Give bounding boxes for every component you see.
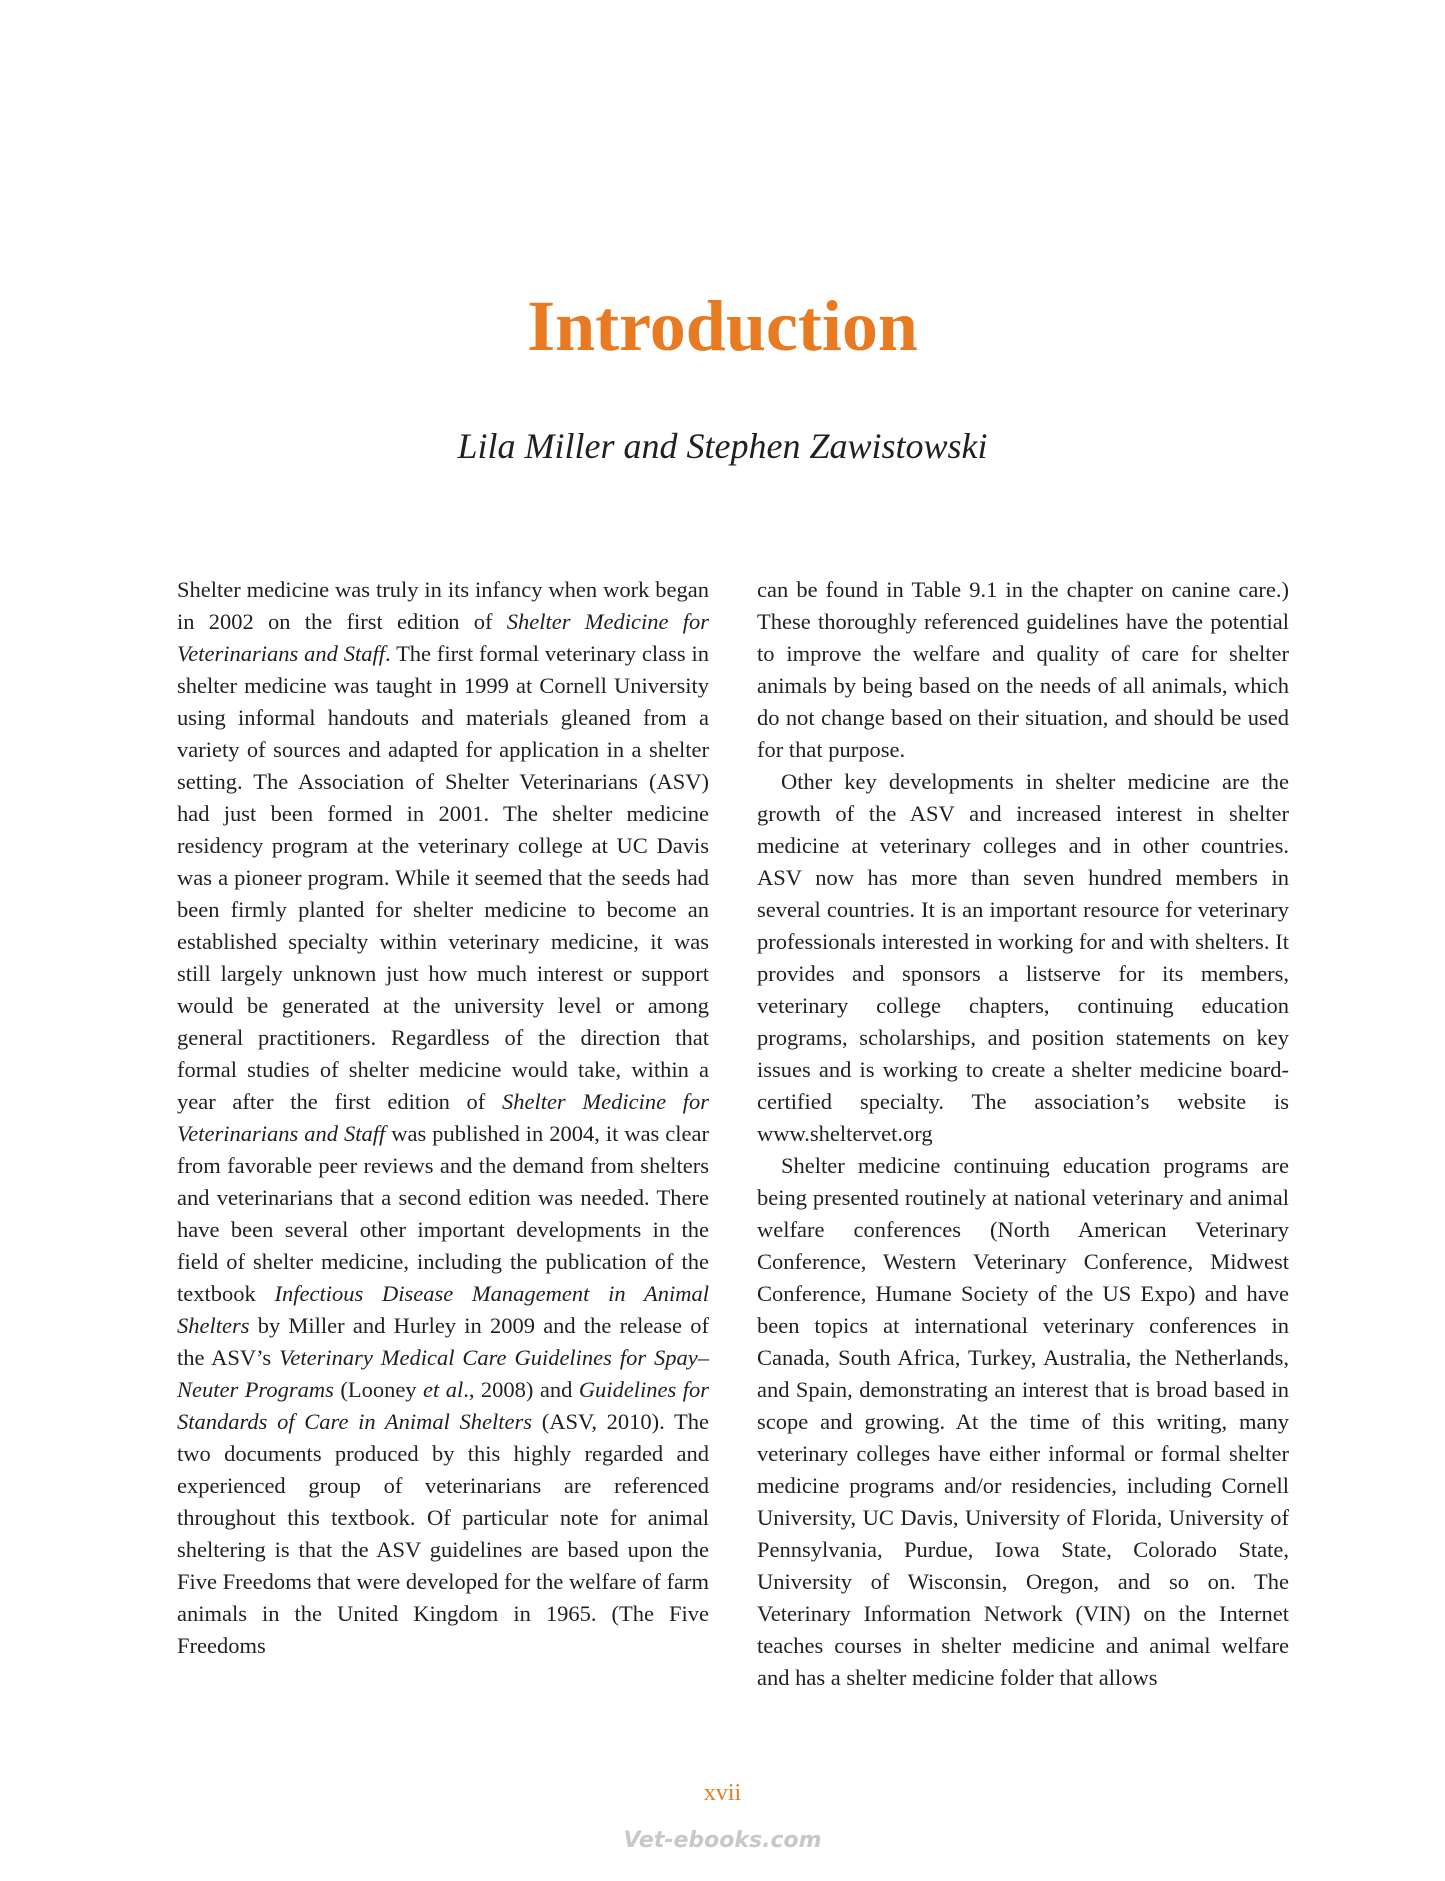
paragraph-text: Other key developments in shelter medicine are the growth of the ASV and increased interest in shelter medicine at veterinary colleges and in other countries. ASV now has more than seven hundred members in several countries. It is an important resource for veterinary professionals interested in working for and with shelters. It provides and sponsors a listserve for its members, veterinary college chapters, continuing education programs, scholarships, and position statements on key issues and is working to create a shelter medicine board-certified specialty. The association’s website is www.sheltervet.org [757, 769, 1289, 1146]
body-column-left [177, 574, 709, 1662]
paragraph [177, 574, 709, 1662]
italic-title-text: Veterinary Medical Care Guidelines for Spay–Neuter Programs [177, 1345, 709, 1402]
italic-title-text: et al [423, 1377, 464, 1402]
paragraph [757, 574, 1289, 766]
paragraph-text: (ASV, 2010). The two documents produced by this highly regarded and experienced group of veterinarians are referenced throughout this textbook. Of particular note for animal sheltering is that the ASV guidelines are based upon the Five Freedoms that were developed for the welfare of farm animals in the United Kingdom in 1965. (The Five Freedoms [177, 1409, 709, 1658]
watermark-logo: Vet-ebooks.com [623, 1828, 822, 1853]
paragraph-text: (Looney [333, 1377, 424, 1402]
italic-title-text: Guidelines for Standards of Care in Animal Shelters [177, 1377, 710, 1434]
paragraph-text: can be found in Table 9.1 in the chapter on canine care.) These thoroughly referenced guidelines have the potential to improve the welfare and quality of care for shelter animals by being based on the needs of all animals, which do not change based on their situation, and should be used for that purpose. [757, 577, 1289, 762]
chapter-authors: Lila Miller and Stephen Zawistowski [457, 426, 988, 466]
italic-title-text: Shelter Medicine for Veterinarians and Staff [177, 609, 709, 666]
paragraph [757, 1150, 1289, 1694]
body-column-right [757, 574, 1289, 1694]
paragraph [757, 766, 1289, 1150]
italic-title-text: Infectious Disease Management in Animal Shelters [177, 1281, 709, 1338]
chapter-title: Introduction [527, 286, 918, 366]
paragraph-text: Shelter medicine was truly in its infancy when work began in 2002 on the first edition of [177, 577, 709, 634]
page-number: xvii [703, 1780, 742, 1806]
paragraph-text: was published in 2004, it was clear from favorable peer reviews and the demand from shelters and veterinarians that a second edition was needed. There have been several other important developments in the field of shelter medicine, including the publication of the textbook [177, 1121, 710, 1306]
paragraph-text: Shelter medicine continuing education programs are being presented routinely at national veterinary and animal welfare conferences (North American Veterinary Conference, Western Veterinary Conference, Midwest Conference, Humane Society of the US Expo) and have been topics at international veterinary conferences in Canada, South Africa, Turkey, Australia, the Netherlands, and Spain, demonstrating an interest that is broad based in scope and growing. At the time of this writing, many veterinary colleges have either informal or formal shelter medicine programs and/or residencies, including Cornell University, UC Davis, University of Florida, University of Pennsylvania, Purdue, Iowa State, Colorado State, University of Wisconsin, Oregon, and so on. The Veterinary Information Network (VIN) on the Internet teaches courses in shelter medicine and animal welfare and has a shelter medicine folder that allows [757, 1153, 1289, 1690]
paragraph-text: . The first formal veterinary class in shelter medicine was taught in 1999 at Cornell University using informal handouts and materials gleaned from a variety of sources and adapted for application in a shelter setting. The Association of Shelter Veterinarians (ASV) had just been formed in 2001. The shelter medicine residency program at the veterinary college at UC Davis was a pioneer program. While it seemed that the seeds had been firmly planted for shelter medicine to become an established specialty within veterinary medicine, it was still largely unknown just how much interest or support would be generated at the university level or among general practitioners. Regardless of the direction that formal studies of shelter medicine would take, within a year after the first edition of [177, 641, 710, 1114]
paragraph-text: ., 2008) and [463, 1377, 579, 1402]
italic-title-text: Shelter Medicine for Veterinarians and Staff [177, 1089, 709, 1146]
paragraph-text: by Miller and Hurley in 2009 and the release of the ASV’s [177, 1313, 709, 1370]
